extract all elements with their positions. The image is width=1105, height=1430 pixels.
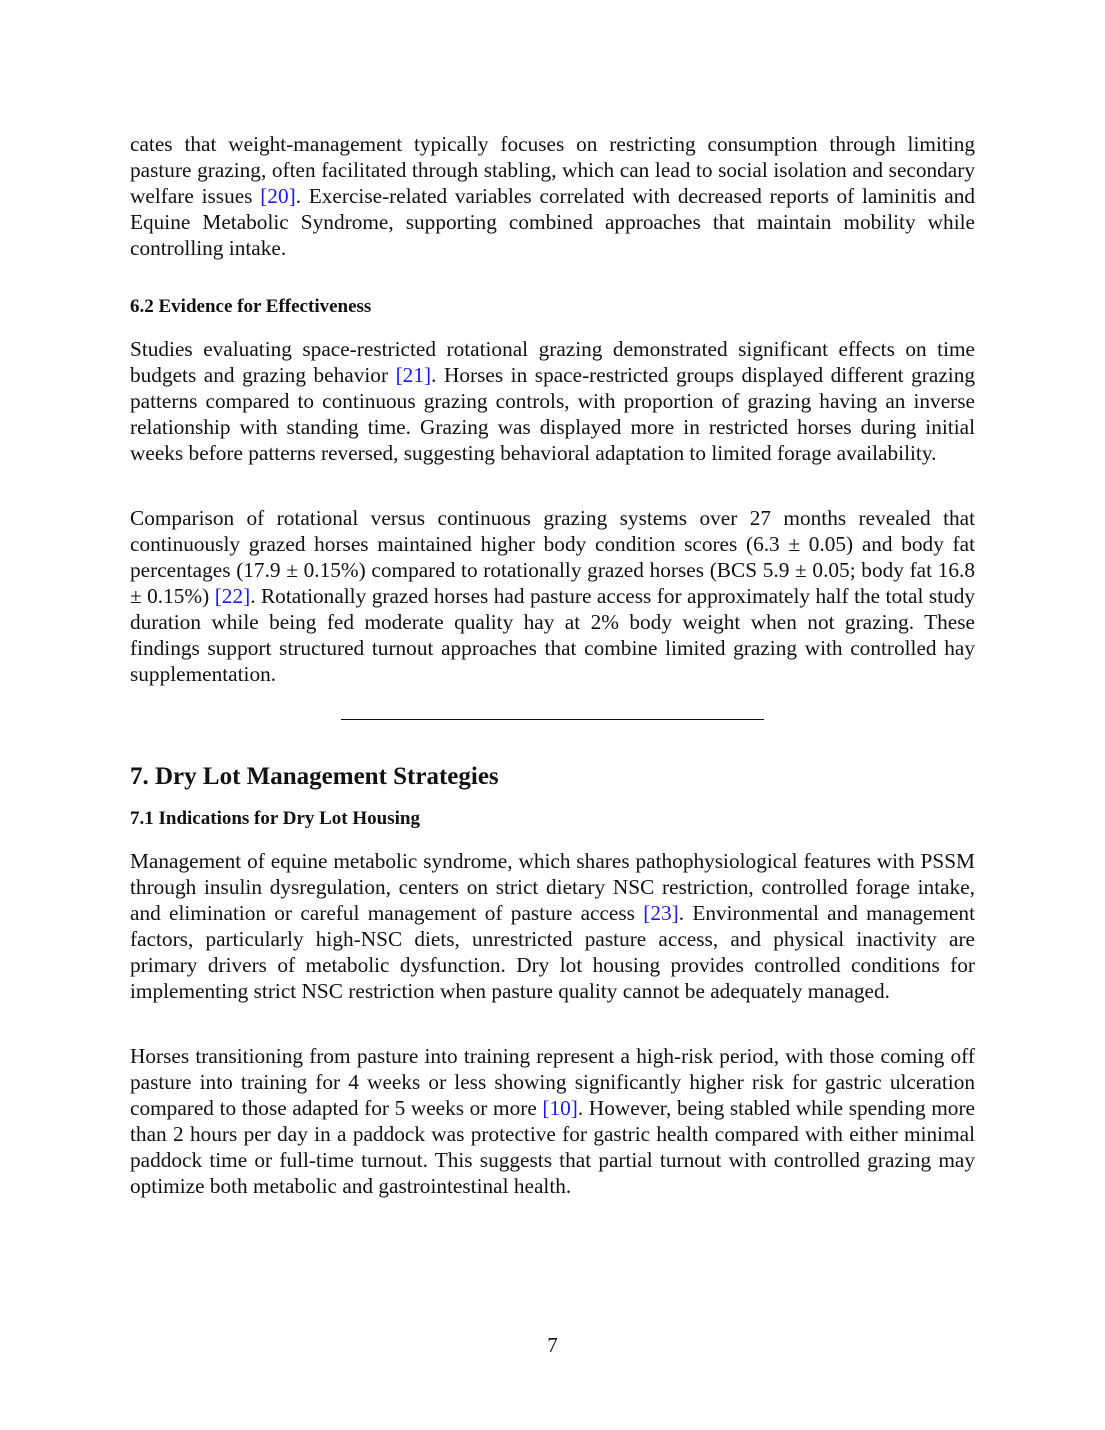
paragraph-6-2-2: Comparison of rotational versus continuous grazing systems over 27 months revealed that continuously grazed horses maintained higher body condition scores (6.3 ± 0.05) and body fat percentages (17.9 ± 0.15%) compared to rotationally grazed horses (BCS 5.9 ± 0.05; body fat 16.8 ± 0.15%) [22]. Rotationally grazed horses had pasture access for approximately half the total study duration while being fed moderate quality hay at 2% body weight when not grazing. These findings support structured turnout approaches that combine limited grazing with controlled hay supplementation.	[130, 506, 975, 686]
citation-link-22[interactable]: [22]	[214, 584, 251, 608]
citation-link-20[interactable]: [20]	[260, 184, 296, 208]
citation-link-10[interactable]: [10]	[542, 1096, 578, 1120]
section6-intro	[130, 131, 975, 261]
paragraph-7-1-2: Horses transitioning from pasture into training represent a high-risk period, with those coming off pasture into training for 4 weeks or less showing significantly higher risk for gastric ulceration compared to those adapted for 5 weeks or more [10]. However, being stabled while spending more than 2 hours per day in a paddock was protective for gastric health compared with either minimal paddock time or full-time turnout. This suggests that partial turnout with controlled grazing may optimize both metabolic and gastrointestinal health.	[130, 1044, 975, 1198]
subsection-7-1-body-2	[130, 1043, 975, 1199]
subsection-6-2-body	[130, 336, 975, 466]
citation-link-21[interactable]: [21]	[395, 363, 432, 387]
subsection-7-1-body	[130, 848, 975, 1004]
paragraph-7-1-1: Management of equine metabolic syndrome, which shares pathophysiological features with PSSM through insulin dysregulation, centers on strict dietary NSC restriction, controlled forage intake, and elimination or careful management of pasture access [23]. Environmental and management factors, particularly high-NSC diets, unrestricted pasture access, and physical inactivity are primary drivers of metabolic dysfunction. Dry lot housing provides controlled conditions for implementing strict NSC restriction when pasture quality cannot be adequately managed.	[130, 849, 975, 1003]
page-number: 7	[547, 1333, 558, 1357]
citation-link-23[interactable]: [23]	[643, 901, 679, 925]
subsection-heading-6-2: 6.2 Evidence for Effectiveness	[130, 296, 372, 317]
paragraph-6-2-1: Studies evaluating space-restricted rotational grazing demonstrated significant effects on time budgets and grazing behavior [21]. Horses in space-restricted groups displayed different grazing patterns compared to continuous grazing controls, with proportion of grazing having an inverse relationship with standing time. Grazing was displayed more in restricted horses during initial weeks before patterns reversed, suggesting behavioral adaptation to limited forage availability.	[130, 337, 975, 465]
subsection-heading-7-1: 7.1 Indications for Dry Lot Housing	[130, 808, 420, 829]
subsection-7-1	[130, 807, 975, 831]
section-heading-7: 7. Dry Lot Management Strategies	[130, 763, 499, 790]
section-7	[130, 762, 975, 792]
subsection-6-2	[130, 295, 975, 319]
intro-paragraph: cates that weight-management typically focuses on restricting consumption through limiting pasture grazing, often facilitated through stabling, which can lead to social isolation and secondary welfare issues [20]. Exercise-related variables correlated with decreased reports of laminitis and Equine Metabolic Syndrome, supporting combined approaches that maintain mobility while controlling intake.	[130, 132, 976, 260]
subsection-6-2-body-2	[130, 505, 975, 687]
section-divider	[341, 719, 764, 720]
